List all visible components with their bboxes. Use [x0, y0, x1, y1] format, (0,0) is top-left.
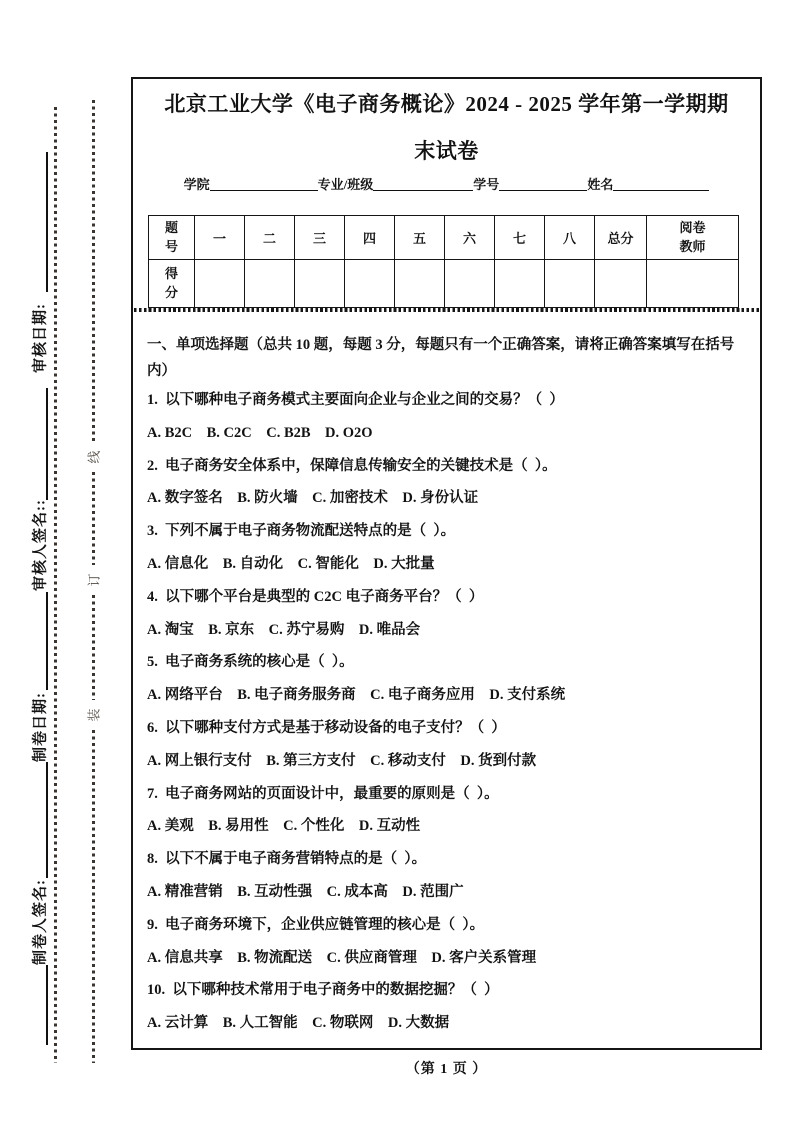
student-id-label: 学号: [473, 177, 500, 192]
binding-char-xian: 线: [86, 450, 102, 464]
score-row-label: 得分: [164, 265, 178, 300]
binding-line-segment: [46, 152, 48, 292]
question-options: A. 网上银行支付 B. 第三方支付 C. 移动支付 D. 货到付款: [147, 752, 537, 769]
question-stem: 7. 电子商务网站的页面设计中，最重要的原则是（ ）。: [147, 785, 499, 802]
score-cell: [345, 260, 395, 308]
question-options: A. 美观 B. 易用性 C. 个性化 D. 互动性: [147, 818, 421, 835]
question-options: A. 云计算 B. 人工智能 C. 物联网 D. 大数据: [147, 1015, 450, 1032]
name-label: 姓名: [587, 177, 614, 192]
question-stem: 2. 电子商务安全体系中，保障信息传输安全的关键技术是（ ）。: [147, 457, 557, 474]
review-date-label: 审核日期:: [32, 303, 49, 373]
score-cell: [295, 260, 345, 308]
major-class-blank: [373, 172, 473, 191]
binding-line-segment: [46, 592, 48, 690]
question-stem: 5. 电子商务系统的核心是（ ）。: [147, 654, 354, 671]
score-table-header-row: [149, 216, 739, 260]
question-options: A. 数字签名 B. 防火墙 C. 加密技术 D. 身份认证: [147, 490, 479, 507]
grader-header: 阅卷教师: [679, 219, 706, 254]
score-cell: [195, 260, 245, 308]
header-five: 五: [395, 216, 445, 260]
student-info-row: [133, 172, 760, 198]
perforation-line-outer: [92, 472, 95, 565]
score-table-score-row: [149, 260, 739, 308]
header-seven: 七: [495, 216, 545, 260]
score-cell: [595, 260, 647, 308]
perforation-line-outer: [92, 730, 95, 1063]
question-stem: 10. 以下哪种技术常用于电子商务中的数据挖掘？（ ）: [147, 982, 499, 999]
section-one-heading: 一、单项选择题（总共 10 题，每题 3 分，每题只有一个正确答案，请将正确答案填写在括号内）: [147, 337, 735, 379]
question-options: A. 信息共享 B. 物流配送 C. 供应商管理 D. 客户关系管理: [147, 949, 537, 966]
major-class-label: 专业/班级: [317, 177, 374, 192]
question-options: A. 信息化 B. 自动化 C. 智能化 D. 大批量: [147, 555, 435, 572]
perforation-line-outer: [92, 595, 95, 700]
student-id-blank: [499, 172, 587, 191]
header-eight: 八: [545, 216, 595, 260]
binding-line-segment: [46, 965, 48, 1045]
header-six: 六: [445, 216, 495, 260]
score-cell: [545, 260, 595, 308]
score-cell: [495, 260, 545, 308]
score-cell: [445, 260, 495, 308]
question-options: A. B2C B. C2C C. B2B D. O2O: [147, 424, 373, 441]
header-three: 三: [295, 216, 345, 260]
question-stem: 8. 以下不属于电子商务营销特点的是（ ）。: [147, 851, 427, 868]
reviewer-signature-label: 审核人签名::: [32, 499, 49, 591]
binding-char-ding: 订: [86, 573, 102, 587]
header-one: 一: [195, 216, 245, 260]
binding-line-segment: [46, 388, 48, 500]
question-options: A. 网络平台 B. 电子商务服务商 C. 电子商务应用 D. 支付系统: [147, 687, 566, 704]
question-stem: 6. 以下哪种支付方式是基于移动设备的电子支付？（ ）: [147, 719, 506, 736]
binding-char-zhuang: 装: [86, 708, 102, 722]
score-cell: [647, 260, 739, 308]
question-list: [147, 384, 746, 1040]
perforation-line-inner: [54, 107, 57, 1063]
score-cell: [395, 260, 445, 308]
question-stem: 4. 以下哪个平台是典型的 C2C 电子商务平台？（ ）: [147, 588, 484, 605]
score-table: [148, 215, 739, 308]
exam-title: 北京工业大学《电子商务概论》2024 - 2025 学年第一学期期末试卷: [164, 92, 729, 163]
page-number: （第 1 页 ）: [405, 1062, 488, 1077]
college-label: 学院: [183, 177, 210, 192]
exam-sheet: [131, 77, 762, 1050]
score-cell: [245, 260, 295, 308]
dotted-divider: [134, 308, 759, 312]
college-blank: [210, 172, 318, 191]
paper-maker-date-label: 制卷日期:: [32, 692, 49, 762]
question-stem: 9. 电子商务环境下，企业供应链管理的核心是（ ）。: [147, 916, 485, 933]
name-blank: [613, 172, 709, 191]
paper-maker-signature-label: 制卷人签名:: [32, 879, 49, 965]
question-options: A. 淘宝 B. 京东 C. 苏宁易购 D. 唯品会: [147, 621, 421, 638]
question-stem: 3. 下列不属于电子商务物流配送特点的是（ ）。: [147, 523, 456, 540]
header-four: 四: [345, 216, 395, 260]
perforation-line-outer: [92, 100, 95, 443]
binding-line-segment: [46, 762, 48, 878]
question-number-header: 题号: [164, 219, 178, 254]
question-options: A. 精准营销 B. 互动性强 C. 成本高 D. 范围广: [147, 883, 464, 900]
question-stem: 1. 以下哪种电子商务模式主要面向企业与企业之间的交易？（ ）: [147, 392, 564, 408]
header-two: 二: [245, 216, 295, 260]
header-total: 总分: [595, 216, 647, 260]
